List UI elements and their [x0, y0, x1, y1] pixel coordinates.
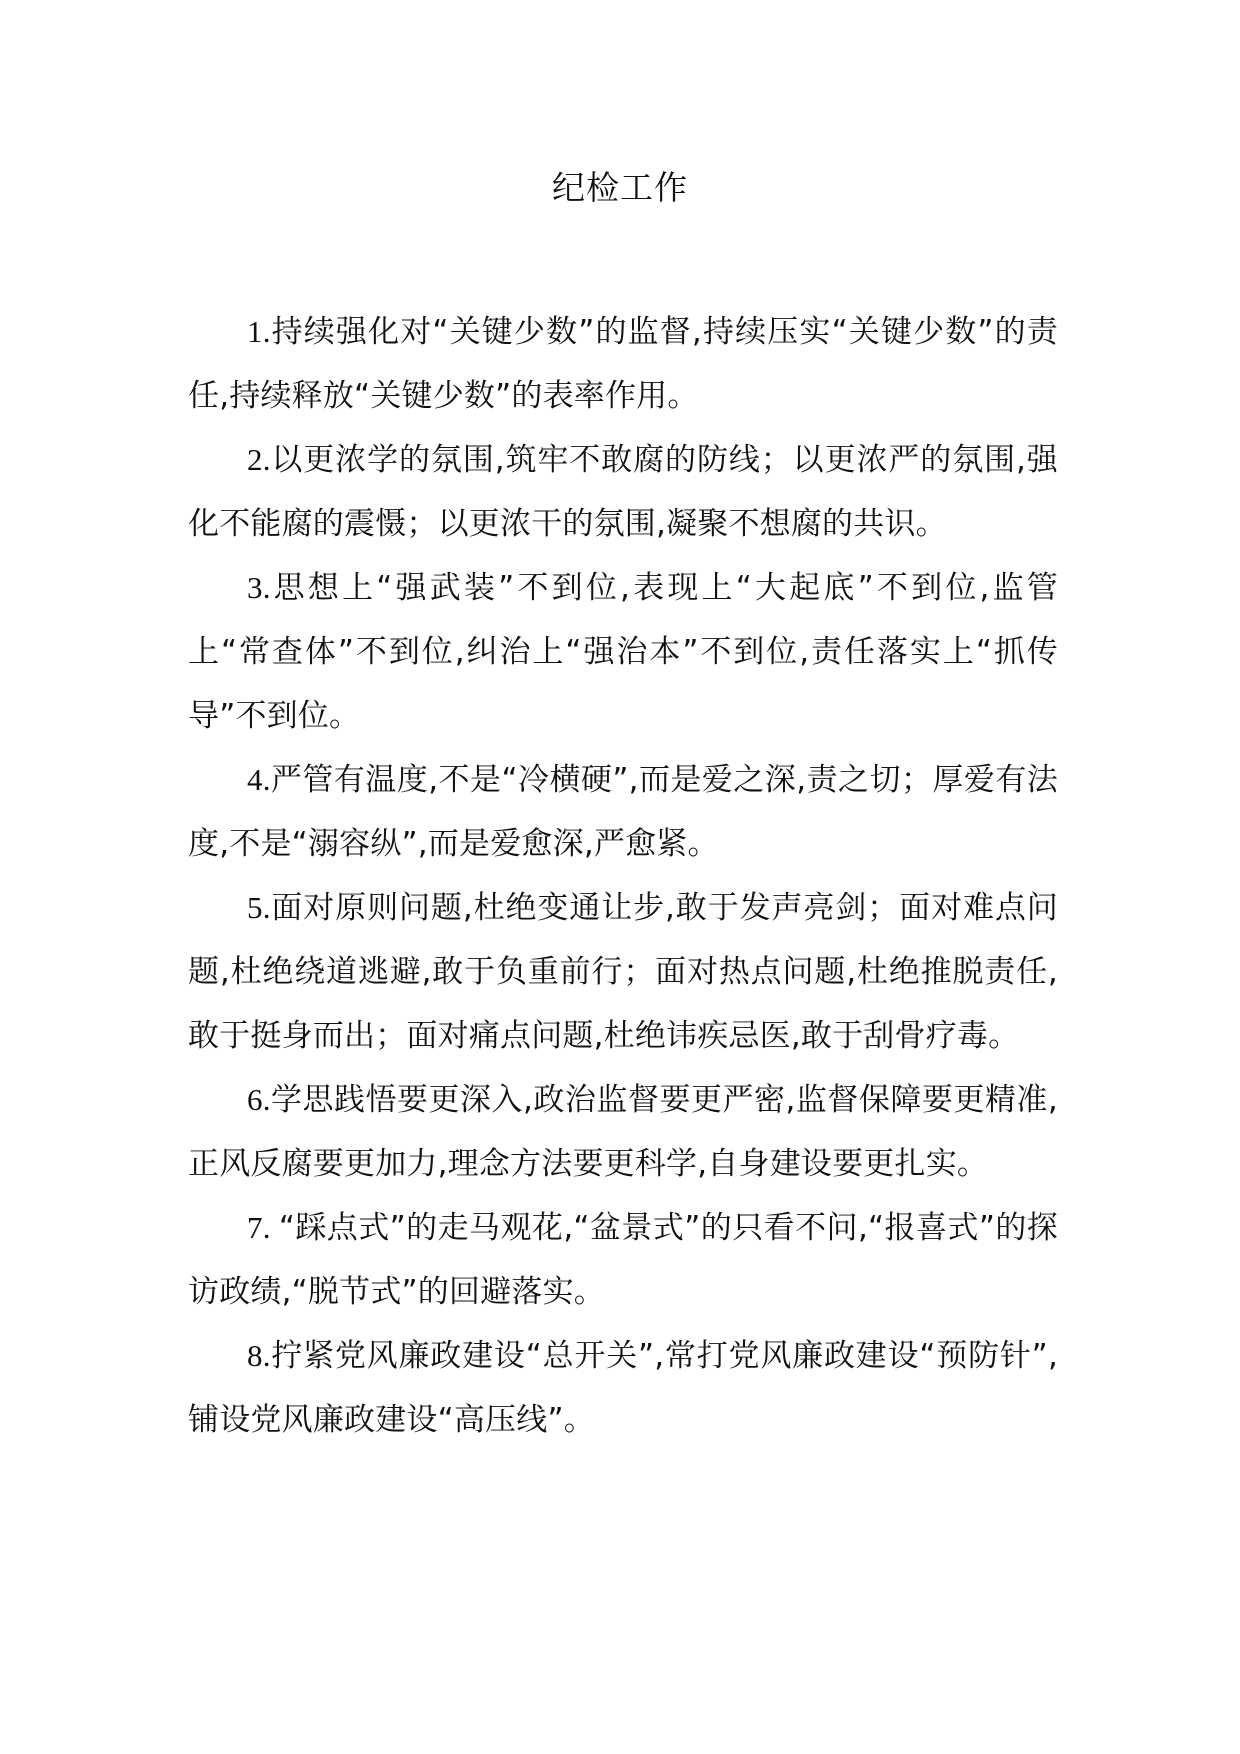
- paragraph-5: [188, 876, 1058, 1068]
- paragraph-text: 思想上“强武装”不到位,表现上“大起底”不到位,监管上“常查体”不到位,纠治上“强治本”不到位,责任落实上“抓传导”不到位。: [188, 570, 1058, 734]
- paragraph-7: [188, 1196, 1058, 1324]
- paragraph-3: [188, 556, 1058, 748]
- paragraph-text: 严管有温度,不是“冷横硬”,而是爱之深,责之切；厚爱有法度,不是“溺容纵”,而是爱愈深,严愈紧。: [188, 762, 1058, 862]
- paragraph-2: [188, 428, 1058, 556]
- paragraph-number: 5.: [247, 890, 271, 925]
- paragraph-text: 持续强化对“关键少数”的监督,持续压实“关键少数”的责任,持续释放“关键少数”的表率作用。: [188, 314, 1058, 414]
- paragraph-6: [188, 1068, 1058, 1196]
- paragraph-number: 8.: [247, 1338, 271, 1373]
- document-body: [188, 300, 1058, 1452]
- paragraph-text: 学思践悟要更深入,政治监督要更严密,监督保障要更精准,正风反腐要更加力,理念方法要更科学,自身建设要更扎实。: [188, 1082, 1058, 1182]
- paragraph-1: [188, 300, 1058, 428]
- paragraph-text: 拧紧党风廉政建设“总开关”,常打党风廉政建设“预防针”,铺设党风廉政建设“高压线”。: [188, 1338, 1058, 1438]
- paragraph-number: 4.: [247, 762, 271, 797]
- paragraph-number: 2.: [247, 442, 271, 477]
- paragraph-number: 1.: [247, 314, 271, 349]
- paragraph-number: 3.: [247, 570, 271, 605]
- paragraph-text: “踩点式”的走马观花,“盆景式”的只看不问,“报喜式”的探访政绩,“脱节式”的回避落实。: [188, 1210, 1058, 1310]
- paragraph-8: [188, 1324, 1058, 1452]
- paragraph-text: 面对原则问题,杜绝变通让步,敢于发声亮剑；面对难点问题,杜绝绕道逃避,敢于负重前行；面对热点问题,杜绝推脱责任,敢于挺身而出；面对痛点问题,杜绝讳疾忌医,敢于刮骨疗毒。: [188, 890, 1058, 1054]
- paragraph-text: 以更浓学的氛围,筑牢不敢腐的防线；以更浓严的氛围,强化不能腐的震慑；以更浓干的氛围,凝聚不想腐的共识。: [188, 442, 1058, 542]
- document-title: 纪检工作: [552, 168, 688, 207]
- paragraph-number: 7.: [247, 1210, 279, 1245]
- paragraph-number: 6.: [247, 1082, 271, 1117]
- paragraph-4: [188, 748, 1058, 876]
